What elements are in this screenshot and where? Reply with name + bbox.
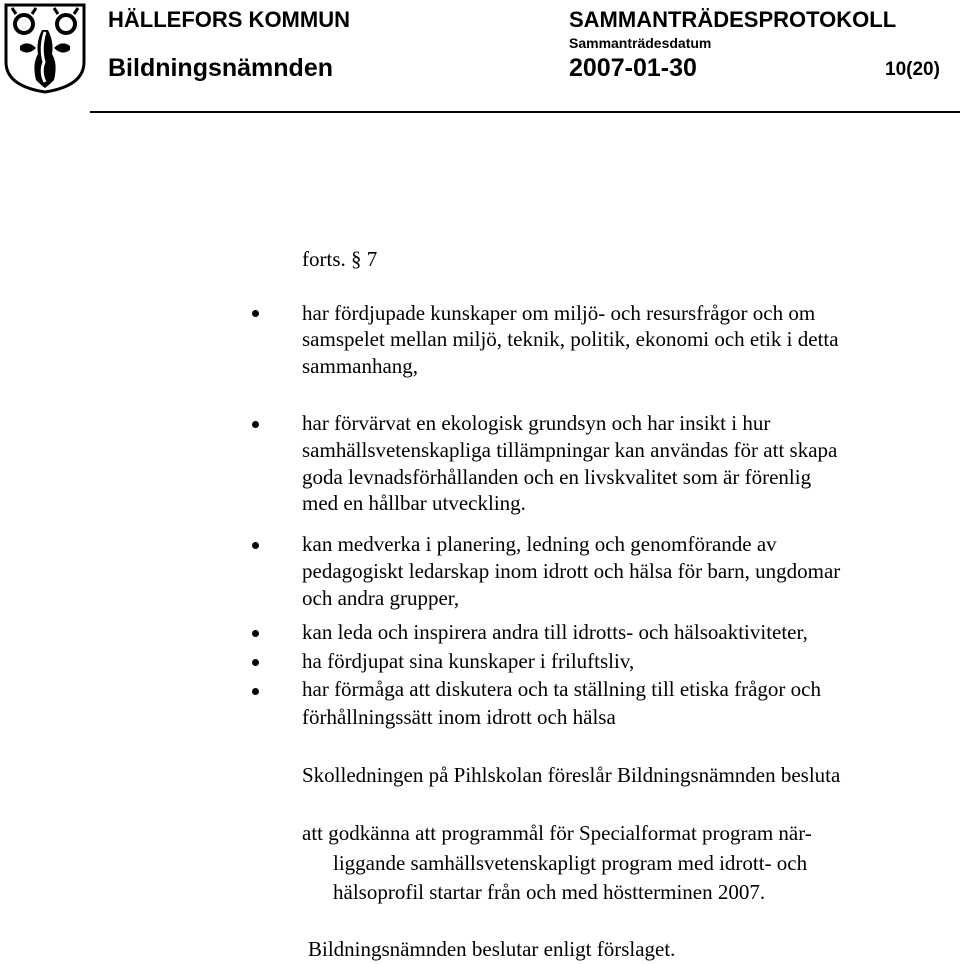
list-item-line: med en hållbar utveckling. [302,491,526,515]
page-number: 10(20) [885,59,940,80]
list-item-line: ha fördjupat sina kunskaper i friluftsliv, [302,649,635,673]
decision-line: att godkänna att programmål för Specialformat program när- [302,821,812,845]
header-rule [90,111,960,113]
list-item-line: har förmåga att diskutera och ta ställning till etiska frågor och [302,677,821,701]
conclusion-text: Bildningsnämnden beslutar enligt förslaget. [308,937,676,961]
org-name: HÄLLEFORS KOMMUN [108,7,350,32]
list-item-line: goda levnadsförhållanden och en livskvalitet som är förenlig [302,465,812,489]
date-label: Sammanträdesdatum [569,35,712,51]
bullet-icon [252,542,259,549]
proposal-text: Skolledningen på Pihlskolan föreslår Bildningsnämnden besluta [302,763,841,787]
list-item-line: kan medverka i planering, ledning och genomförande av [302,532,777,556]
list-item-line: förhållningssätt inom idrott och hälsa [302,705,616,729]
bullet-icon [252,630,259,637]
committee-name: Bildningsnämnden [108,54,333,82]
list-item-line: kan leda och inspirera andra till idrotts- och hälsoaktiviteter, [302,620,808,644]
meeting-date: 2007-01-30 [569,54,697,82]
decision-line: liggande samhällsvetenskapligt program med idrott- och [333,851,808,875]
list-item-line: sammanhang, [302,354,419,378]
bullet-icon [252,310,259,317]
list-item-line: och andra grupper, [302,586,460,610]
list-item-line: samhällsvetenskapliga tillämpningar kan användas för att skapa [302,438,838,462]
list-item-line: har förvärvat en ekologisk grundsyn och har insikt i hur [302,411,771,435]
bullet-icon [252,688,259,695]
coat-of-arms-logo [2,2,88,94]
doc-type: SAMMANTRÄDESPROTOKOLL [569,7,897,32]
list-item-line: har fördjupade kunskaper om miljö- och resursfrågor och om [302,301,816,325]
bullet-icon [252,421,259,428]
section-title: forts. § 7 [302,247,378,271]
bullet-icon [252,659,259,666]
list-item-line: pedagogiskt ledarskap inom idrott och hälsa för barn, ungdomar [302,559,841,583]
decision-line: hälsoprofil startar från och med höstterminen 2007. [333,880,766,904]
list-item-line: samspelet mellan miljö, teknik, politik, ekonomi och etik i detta [302,327,839,351]
